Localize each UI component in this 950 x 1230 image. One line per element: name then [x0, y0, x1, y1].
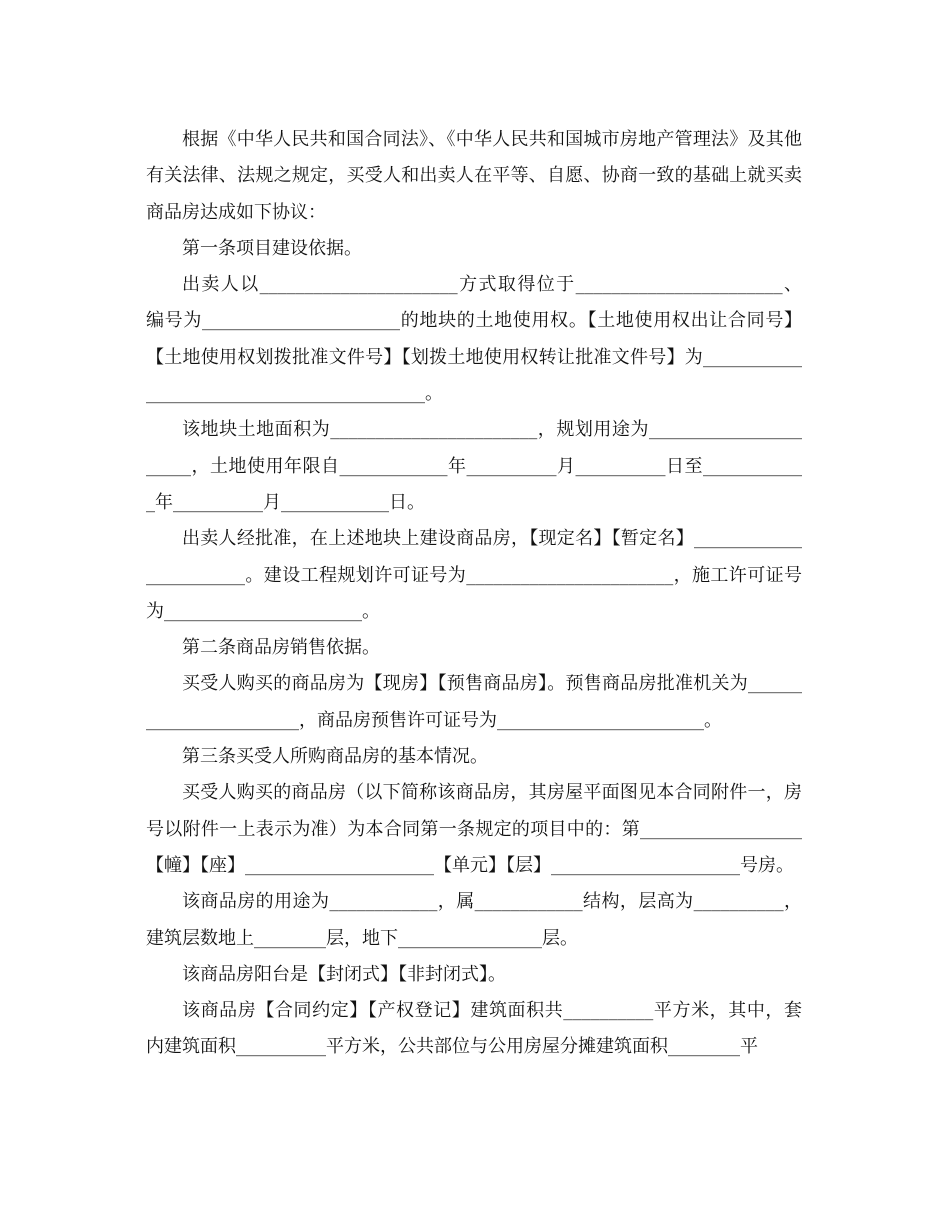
balcony-paragraph: 该商品房阳台是【封闭式】【非封闭式】。	[182, 963, 506, 985]
unit-usage-paragraph: 该商品房的用途为____________，属____________结构，层高为__________，建筑层数地上________层，地下________________层。	[146, 891, 802, 949]
unit-location-paragraph: 买受人购买的商品房（以下简称该商品房，其房屋平面图见本合同附件一，房号以附件一上表示为准）为本合同第一条规定的项目中的：第__________________【幢】【座】_____________________【单元】【层】_____________________号房。	[146, 782, 802, 876]
land-acquisition-paragraph: 出卖人以______________________方式取得位于_______________________、编号为______________________的地块的土地使用权。【土地使用权出让合同号】【土地使用权划拨批准文件号】【划拨土地使用权转让批准文件号】为__________________________________________。	[146, 274, 802, 405]
article-1-heading: 第一条项目建设依据。	[182, 237, 362, 259]
contract-page	[146, 122, 802, 1066]
land-area-paragraph: 该地块土地面积为_______________________，规划用途为______________________，土地使用年限自____________年__________月__________日至____________年__________月____________日。	[146, 419, 802, 513]
article-3-heading: 第三条买受人所购商品房的基本情况。	[182, 746, 488, 768]
intro-paragraph: 根据《中华人民共和国合同法》、《中华人民共和国城市房地产管理法》及其他有关法律、法规之规定，买受人和出卖人在平等、自愿、协商一致的基础上就买卖商品房达成如下协议：	[146, 129, 802, 223]
presale-paragraph: 买受人购买的商品房为【现房】【预售商品房】。预售商品房批准机关为_______________________，商品房预售许可证号为_______________________。	[146, 673, 802, 731]
floor-area-paragraph: 该商品房【合同约定】【产权登记】建筑面积共__________平方米，其中，套内建筑面积__________平方米，公共部位与公用房屋分摊建筑面积________平	[146, 1000, 802, 1058]
construction-permit-paragraph: 出卖人经批准，在上述地块上建设商品房，【现定名】【暂定名】_______________________。建设工程规划许可证号为_______________________，施工许可证号为______________________。	[146, 528, 802, 622]
article-2-heading: 第二条商品房销售依据。	[182, 637, 380, 659]
